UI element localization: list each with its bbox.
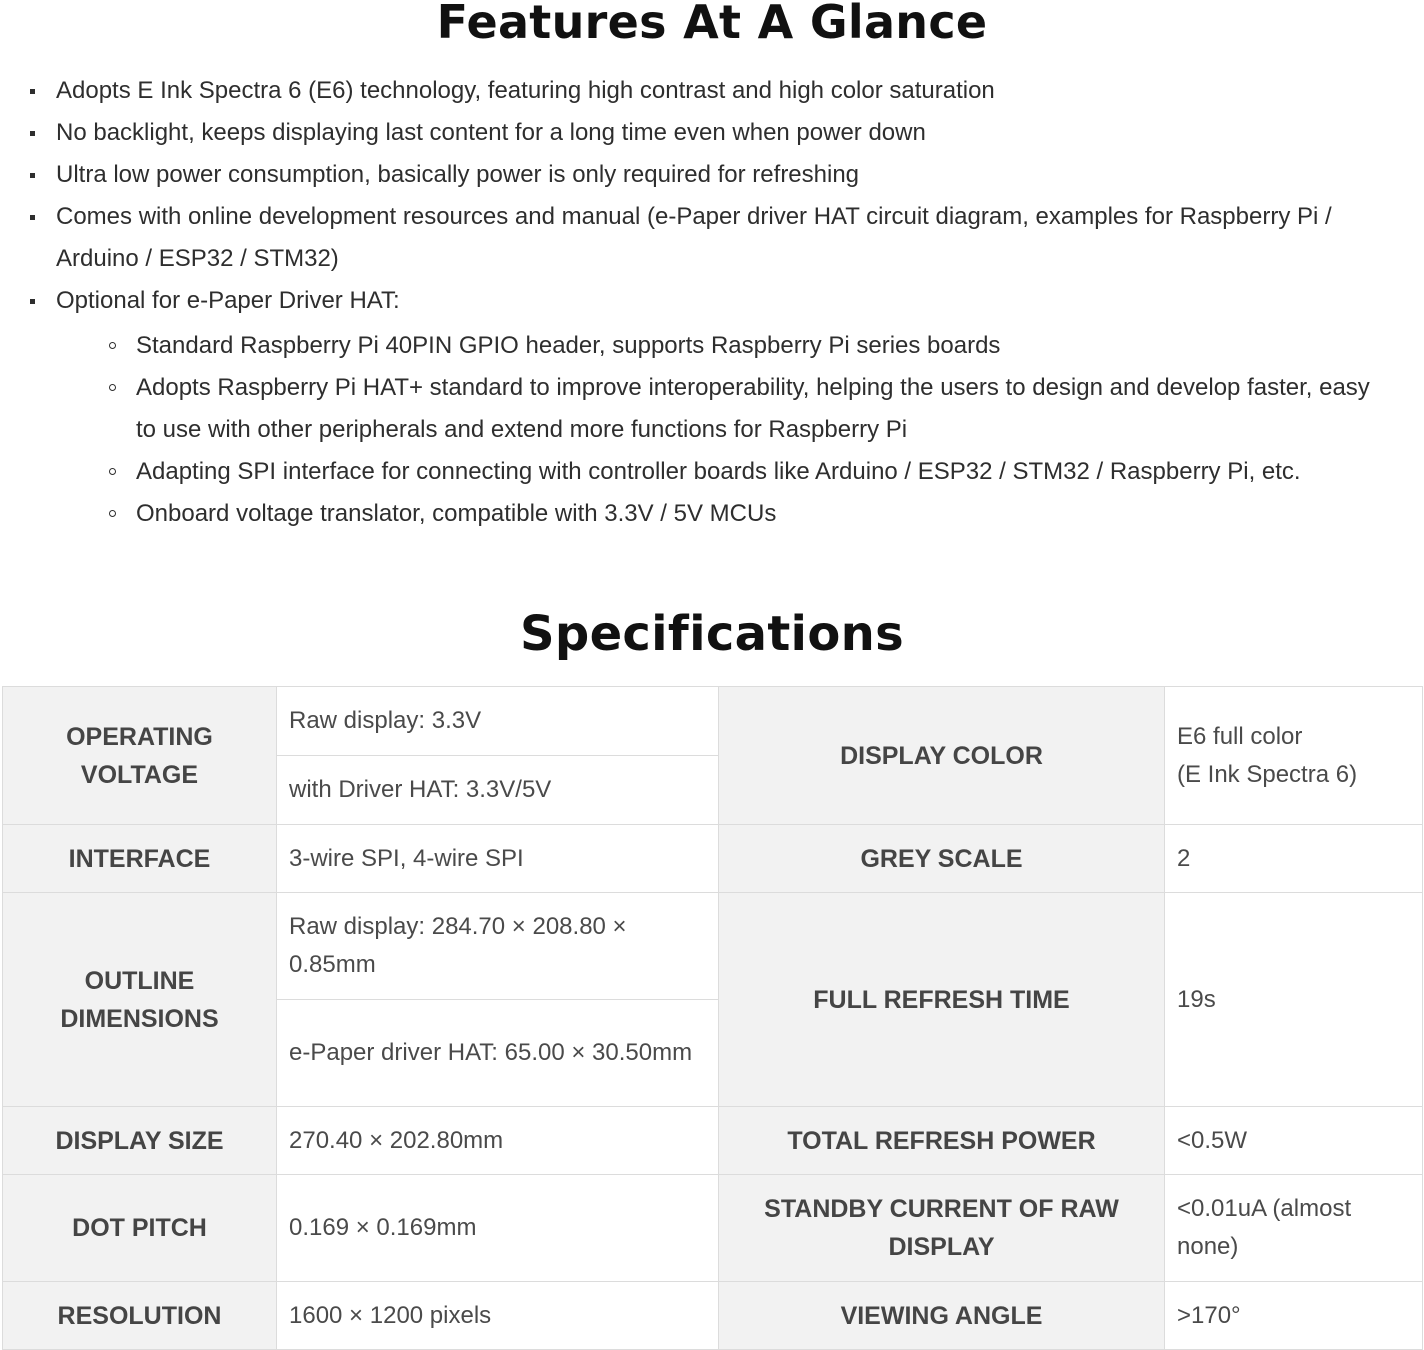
spec-label: DISPLAY COLOR <box>719 687 1165 825</box>
feature-item <box>0 196 1424 280</box>
features-heading: Features At A Glance <box>436 0 988 49</box>
spec-label: TOTAL REFRESH POWER <box>719 1107 1165 1175</box>
table-row <box>3 825 1423 893</box>
table-row <box>3 893 1423 1107</box>
sub-feature-item <box>56 325 1404 367</box>
spec-value: <0.5W <box>1165 1107 1423 1175</box>
spec-label: GREY SCALE <box>719 825 1165 893</box>
table-row <box>3 1282 1423 1350</box>
square-bullet-icon <box>30 299 35 304</box>
feature-text: Adopts E Ink Spectra 6 (E6) technology, featuring high contrast and high color saturation <box>56 77 995 104</box>
square-bullet-icon <box>30 131 35 136</box>
spec-value-cell <box>277 687 719 825</box>
spec-value: (E Ink Spectra 6) <box>1177 760 1358 788</box>
spec-value: >170° <box>1165 1282 1423 1350</box>
feature-text: No backlight, keeps displaying last content for a long time even when power down <box>56 119 926 146</box>
spec-label: DOT PITCH <box>3 1175 277 1282</box>
table-row <box>3 687 1423 825</box>
spec-value: Raw display: 3.3V <box>289 707 482 734</box>
feature-item <box>0 112 1424 154</box>
driver-hat-sub-list <box>56 325 1404 535</box>
spec-label: OPERATING VOLTAGE <box>3 687 277 825</box>
specifications-heading: Specifications <box>520 606 904 662</box>
spec-value: with Driver HAT: 3.3V/5V <box>277 755 718 824</box>
spec-label: DISPLAY SIZE <box>3 1107 277 1175</box>
sub-feature-text: Onboard voltage translator, compatible with 3.3V / 5V MCUs <box>136 500 777 527</box>
spec-value: e-Paper driver HAT: 65.00 × 30.50mm <box>277 999 718 1106</box>
feature-text: Ultra low power consumption, basically power is only required for refreshing <box>56 161 860 188</box>
sub-feature-text: Standard Raspberry Pi 40PIN GPIO header, supports Raspberry Pi series boards <box>136 332 1001 359</box>
feature-item <box>0 70 1424 112</box>
spec-label: STANDBY CURRENT OF RAW DISPLAY <box>719 1175 1165 1282</box>
specifications-table <box>2 686 1423 1350</box>
spec-value: 1600 × 1200 pixels <box>277 1282 719 1350</box>
sub-feature-text: Adapting SPI interface for connecting with controller boards like Arduino / ESP32 / STM32 / Raspberry Pi, etc. <box>136 458 1301 485</box>
sub-feature-text: Adopts Raspberry Pi HAT+ standard to improve interoperability, helping the users to design and develop faster, easy to use with other peripherals and extend more functions for Raspberry Pi <box>136 374 1370 443</box>
sub-feature-item <box>56 367 1404 451</box>
spec-label: RESOLUTION <box>3 1282 277 1350</box>
spec-label: FULL REFRESH TIME <box>719 893 1165 1107</box>
feature-item <box>0 154 1424 196</box>
spec-value: 0.169 × 0.169mm <box>277 1175 719 1282</box>
circle-bullet-icon <box>109 342 116 349</box>
table-row <box>3 1175 1423 1282</box>
features-list <box>0 70 1424 535</box>
spec-value: E6 full color <box>1177 722 1303 750</box>
spec-label: INTERFACE <box>3 825 277 893</box>
sub-feature-item <box>56 493 1404 535</box>
spec-value: 270.40 × 202.80mm <box>277 1107 719 1175</box>
square-bullet-icon <box>30 89 35 94</box>
square-bullet-icon <box>30 215 35 220</box>
feature-item <box>0 280 1424 535</box>
spec-value: Raw display: 284.70 × 208.80 × 0.85mm <box>289 913 627 978</box>
sub-feature-item <box>56 451 1404 493</box>
spec-value-cell <box>277 893 719 1107</box>
spec-value: 2 <box>1165 825 1423 893</box>
spec-value-cell <box>1165 687 1423 825</box>
circle-bullet-icon <box>109 510 116 517</box>
spec-label: OUTLINE DIMENSIONS <box>3 893 277 1107</box>
spec-value: <0.01uA (almost none) <box>1165 1175 1423 1282</box>
table-row <box>3 1107 1423 1175</box>
spec-value: 19s <box>1165 893 1423 1107</box>
circle-bullet-icon <box>109 468 116 475</box>
circle-bullet-icon <box>109 384 116 391</box>
feature-text: Comes with online development resources and manual (e-Paper driver HAT circuit diagram, examples for Raspberry Pi / Arduino / ESP32 / STM32) <box>56 203 1332 272</box>
spec-value: 3-wire SPI, 4-wire SPI <box>277 825 719 893</box>
spec-label: VIEWING ANGLE <box>719 1282 1165 1350</box>
square-bullet-icon <box>30 173 35 178</box>
feature-text: Optional for e-Paper Driver HAT: <box>56 287 400 314</box>
